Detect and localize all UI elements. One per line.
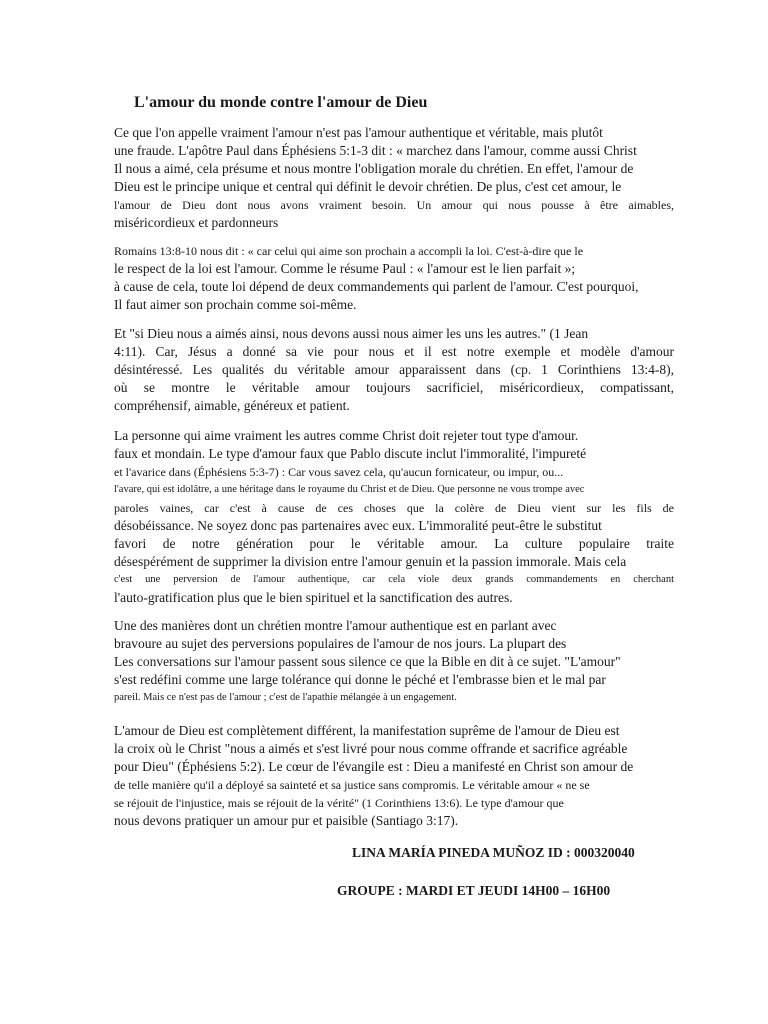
text-line: La personne qui aime vraiment les autres comme Christ doit rejeter tout type d'amour. (114, 428, 579, 443)
text-line: où se montre le véritable amour toujours sacrificiel, miséricordieux, compatissant, (114, 380, 674, 395)
paragraph-1 (114, 124, 674, 232)
paragraph-4 (114, 427, 674, 607)
author-name-id: LINA MARÍA PINEDA MUÑOZ ID : 000320040 (352, 845, 635, 860)
text-line: se réjouit de l'injustice, mais se réjouit de la vérité" (1 Corinthiens 13:6). Le type d'amour que (114, 796, 564, 810)
text-line: Romains 13:8-10 nous dit : « car celui qui aime son prochain a accompli la loi. C'est-à-dire que le (114, 244, 584, 258)
paragraph-2 (114, 242, 674, 314)
text-line: s'est redéfini comme une large tolérance qui donne le péché et l'embrasse bien et le mal par (114, 672, 606, 687)
text-line: Une des manières dont un chrétien montre l'amour authentique est en parlant avec (114, 618, 557, 633)
document-title: L'amour du monde contre l'amour de Dieu (134, 94, 428, 111)
text-line: l'amour de Dieu dont nous avons vraiment besoin. Un amour qui nous pousse à être aimables, (114, 198, 674, 212)
text-line: à cause de cela, toute loi dépend de deux commandements qui parlent de l'amour. C'est pourquoi, (114, 279, 639, 294)
text-line: pour Dieu" (Éphésiens 5:2). Le cœur de l'évangile est : Dieu a manifesté en Christ son amour de (114, 759, 634, 774)
paragraph-6 (114, 722, 674, 830)
text-line: nous devons pratiquer un amour pur et paisible (Santiago 3:17). (114, 813, 459, 828)
text-line: et l'avarice dans (Éphésiens 5:3-7) : Car vous savez cela, qu'aucun fornicateur, ou impur, ou... (114, 465, 564, 479)
text-line: bravoure au sujet des perversions populaires de l'amour de nos jours. La plupart des (114, 636, 567, 651)
text-line: de telle manière qu'il a déployé sa sainteté et sa justice sans compromis. Le véritable amour « ne se (114, 778, 590, 792)
text-line: l'avare, qui est idolâtre, a une héritage dans le royaume du Christ et de Dieu. Que personne ne vous trompe avec (114, 484, 585, 495)
text-line: favori de notre génération pour le véritable amour. La culture populaire traite (114, 536, 674, 551)
text-line: le respect de la loi est l'amour. Comme le résume Paul : « l'amour est le lien parfait »; (114, 261, 576, 276)
text-line: désintéressé. Les qualités du véritable amour apparaissent dans (cp. 1 Corinthiens 13:4-8), (114, 362, 674, 377)
text-line: Et "si Dieu nous a aimés ainsi, nous devons aussi nous aimer les uns les autres." (1 Jean (114, 326, 589, 341)
text-line: désespérément de supprimer la division entre l'amour genuin et la passion immorale. Mais cela (114, 554, 627, 569)
text-line: désobéissance. Ne soyez donc pas partenaires avec eux. L'immoralité peut-être le substitut (114, 518, 602, 533)
paragraph-3 (114, 325, 674, 415)
text-line: Il nous a aimé, cela présume et nous montre l'obligation morale du chrétien. En effet, l'amour de (114, 161, 634, 176)
text-line: L'amour de Dieu est complètement différent, la manifestation suprême de l'amour de Dieu est (114, 723, 620, 738)
text-line: la croix où le Christ "nous a aimés et s'est livré pour nous comme offrande et sacrifice agréable (114, 741, 628, 756)
text-line: Il faut aimer son prochain comme soi-même. (114, 297, 357, 312)
text-line: pareil. Mais ce n'est pas de l'amour ; c'est de l'apathie mélangée à un engagement. (114, 692, 457, 703)
text-line: une fraude. L'apôtre Paul dans Éphésiens 5:1-3 dit : « marchez dans l'amour, comme aussi Christ (114, 143, 637, 158)
text-line: 4:11). Car, Jésus a donné sa vie pour nous et il est notre exemple et modèle d'amour (114, 344, 674, 359)
paragraph-5 (114, 617, 674, 707)
text-line: paroles vaines, car c'est à cause de ces choses que la colère de Dieu vient sur les fils de (114, 501, 674, 515)
text-line: faux et mondain. Le type d'amour faux que Pablo discute inclut l'immoralité, l'impureté (114, 446, 587, 461)
text-line: compréhensif, aimable, généreux et patient. (114, 398, 350, 413)
text-line: miséricordieux et pardonneurs (114, 215, 279, 230)
text-line: Ce que l'on appelle vraiment l'amour n'est pas l'amour authentique et véritable, mais plutôt (114, 125, 603, 140)
text-line: Les conversations sur l'amour passent sous silence ce que la Bible en dit à ce sujet. "L'amour" (114, 654, 621, 669)
group-schedule: GROUPE : MARDI ET JEUDI 14H00 – 16H00 (337, 883, 611, 898)
text-line: l'auto-gratification plus que le bien spirituel et la sanctification des autres. (114, 590, 513, 605)
text-line: Dieu est le principe unique et central qui définit le devoir chrétien. De plus, c'est cet amour, le (114, 179, 622, 194)
text-line: c'est une perversion de l'amour authentique, car cela viole deux grands commandements en cherchant (114, 574, 674, 585)
